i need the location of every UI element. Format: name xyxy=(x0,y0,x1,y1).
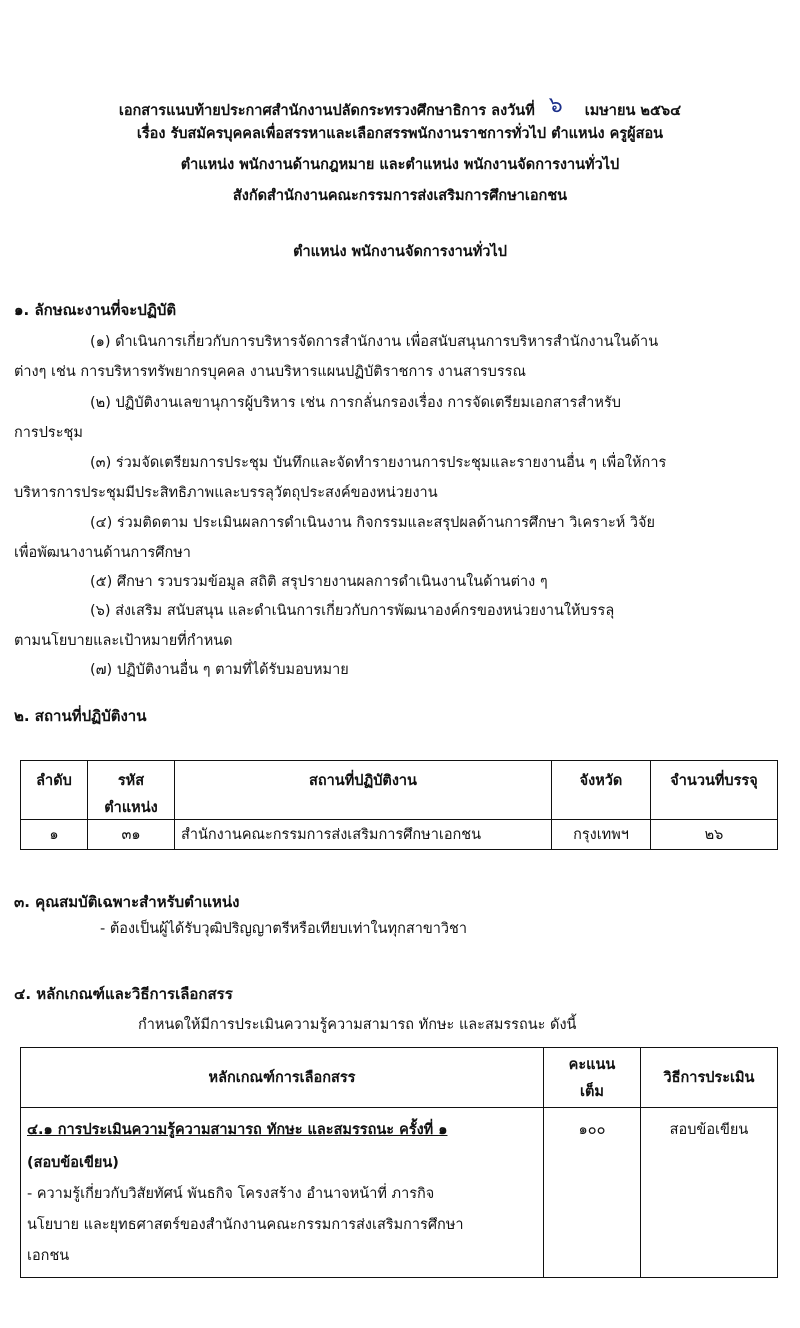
col-full-score xyxy=(544,1048,641,1108)
section3-line: - ต้องเป็นผู้ได้รับวุฒิปริญญาตรีหรือเทียบเท่าในทุกสาขาวิชา xyxy=(100,921,468,937)
col-code xyxy=(88,761,175,820)
section3-title: ๓. คุณสมบัติเฉพาะสำหรับตำแหน่ง xyxy=(14,893,240,911)
section1-line: (๗) ปฏิบัติงานอื่น ๆ ตามที่ได้รับมอบหมาย xyxy=(90,662,349,678)
col-score-line1: คะแนน xyxy=(568,1056,616,1073)
table-row xyxy=(21,1108,778,1278)
criteria-detail: นโยบาย และยุทธศาสตร์ของสำนักงานคณะกรรมการส่งเสริมการศึกษา xyxy=(27,1217,464,1233)
header-line-4: สังกัดสำนักงานคณะกรรมการส่งเสริมการศึกษาเอกชน xyxy=(232,188,568,204)
section2-title: ๒. สถานที่ปฏิบัติงาน xyxy=(14,707,147,725)
section4-intro: กำหนดให้มีการประเมินความรู้ความสามารถ ทักษะ และสมรรถนะ ดังนี้ xyxy=(138,1017,577,1033)
criteria-subheading: (สอบข้อเขียน) xyxy=(27,1155,119,1171)
col-workplace: สถานที่ปฏิบัติงาน xyxy=(175,761,552,820)
col-code-line1: รหัส xyxy=(117,773,145,789)
section1-line: การประชุม xyxy=(14,425,83,441)
workplace-table xyxy=(20,760,778,850)
section1-line: (๑) ดำเนินการเกี่ยวกับการบริหารจัดการสำนักงาน เพื่อสนับสนุนการบริหารสำนักงานในด้าน xyxy=(90,334,659,350)
table-header-row xyxy=(21,1048,778,1108)
col-criteria: หลักเกณฑ์การเลือกสรร xyxy=(21,1048,544,1108)
section1-line: (๔) ร่วมติดตาม ประเมินผลการดำเนินงาน กิจกรรมและสรุปผลด้านการศึกษา วิเคราะห์ วิจัย xyxy=(90,515,656,531)
section1-line: (๕) ศึกษา รวบรวมข้อมูล สถิติ สรุปรายงานผลการดำเนินงานในด้านต่าง ๆ xyxy=(90,574,548,590)
section1-line: (๖) ส่งเสริม สนับสนุน และดำเนินการเกี่ยวกับการพัฒนาองค์กรของหน่วยงานให้บรรลุ xyxy=(90,603,615,619)
section1-line: ตามนโยบายและเป้าหมายที่กำหนด xyxy=(14,633,233,649)
section1-title: ๑. ลักษณะงานที่จะปฏิบัติ xyxy=(14,301,177,319)
header-line-1 xyxy=(0,90,800,125)
position-title: ตำแหน่ง พนักงานจัดการงานทั่วไป xyxy=(293,244,507,260)
col-province: จังหวัด xyxy=(552,761,651,820)
handwritten-day: ๖ xyxy=(548,93,563,118)
section1-line: (๓) ร่วมจัดเตรียมการประชุม บันทึกและจัดทำรายงานการประชุมและรายงานอื่น ๆ เพื่อให้การ xyxy=(90,455,667,471)
header-prefix: เอกสารแนบท้ายประกาศสำนักงานปลัดกระทรวงศึกษาธิการ ลงวันที่ xyxy=(118,103,535,119)
header-line-3: ตำแหน่ง พนักงานด้านกฎหมาย และตำแหน่ง พนักงานจัดการงานทั่วไป xyxy=(180,157,620,173)
section1-line: (๒) ปฏิบัติงานเลขานุการผู้บริหาร เช่น การกลั่นกรองเรื่อง การจัดเตรียมเอกสารสำหรับ xyxy=(90,395,621,411)
criteria-heading: ๔.๑ การประเมินความรู้ความสามารถ ทักษะ และสมรรถนะ ครั้งที่ ๑ xyxy=(27,1122,448,1138)
criteria-detail: - ความรู้เกี่ยวกับวิสัยทัศน์ พันธกิจ โครงสร้าง อำนาจหน้าที่ ภารกิจ xyxy=(27,1186,435,1202)
col-code-line2: ตำแหน่ง xyxy=(104,800,158,816)
criteria-table xyxy=(20,1047,778,1278)
section1-line: เพื่อพัฒนางานด้านการศึกษา xyxy=(14,545,191,561)
cell-order: ๑ xyxy=(21,820,88,850)
section1-line: บริหารการประชุมมีประสิทธิภาพและบรรลุวัตถุประสงค์ของหน่วยงาน xyxy=(14,485,438,501)
cell-quota: ๒๖ xyxy=(651,820,778,850)
table-header-row xyxy=(21,761,778,820)
col-score-line2: เต็ม xyxy=(580,1083,604,1100)
header-line-2: เรื่อง รับสมัครบุคคลเพื่อสรรหาและเลือกสรรพนักงานราชการทั่วไป ตำแหน่ง ครูผู้สอน xyxy=(136,126,664,142)
table-row xyxy=(21,820,778,850)
section1-line: ต่างๆ เช่น การบริหารทรัพยากรบุคคล งานบริหารแผนปฏิบัติราชการ งานสารบรรณ xyxy=(14,364,526,380)
cell-criteria xyxy=(21,1108,544,1278)
header-month-year: เมษายน ๒๕๖๔ xyxy=(584,103,682,119)
cell-method: สอบข้อเขียน xyxy=(641,1108,778,1278)
cell-workplace: สำนักงานคณะกรรมการส่งเสริมการศึกษาเอกชน xyxy=(175,820,552,850)
col-quota: จำนวนที่บรรจุ xyxy=(651,761,778,820)
section4-title: ๔. หลักเกณฑ์และวิธีการเลือกสรร xyxy=(14,985,233,1003)
cell-province: กรุงเทพฯ xyxy=(552,820,651,850)
criteria-detail: เอกชน xyxy=(27,1248,70,1264)
cell-score: ๑๐๐ xyxy=(544,1108,641,1278)
col-method: วิธีการประเมิน xyxy=(641,1048,778,1108)
col-order: ลำดับ xyxy=(21,761,88,820)
cell-code: ๓๑ xyxy=(88,820,175,850)
